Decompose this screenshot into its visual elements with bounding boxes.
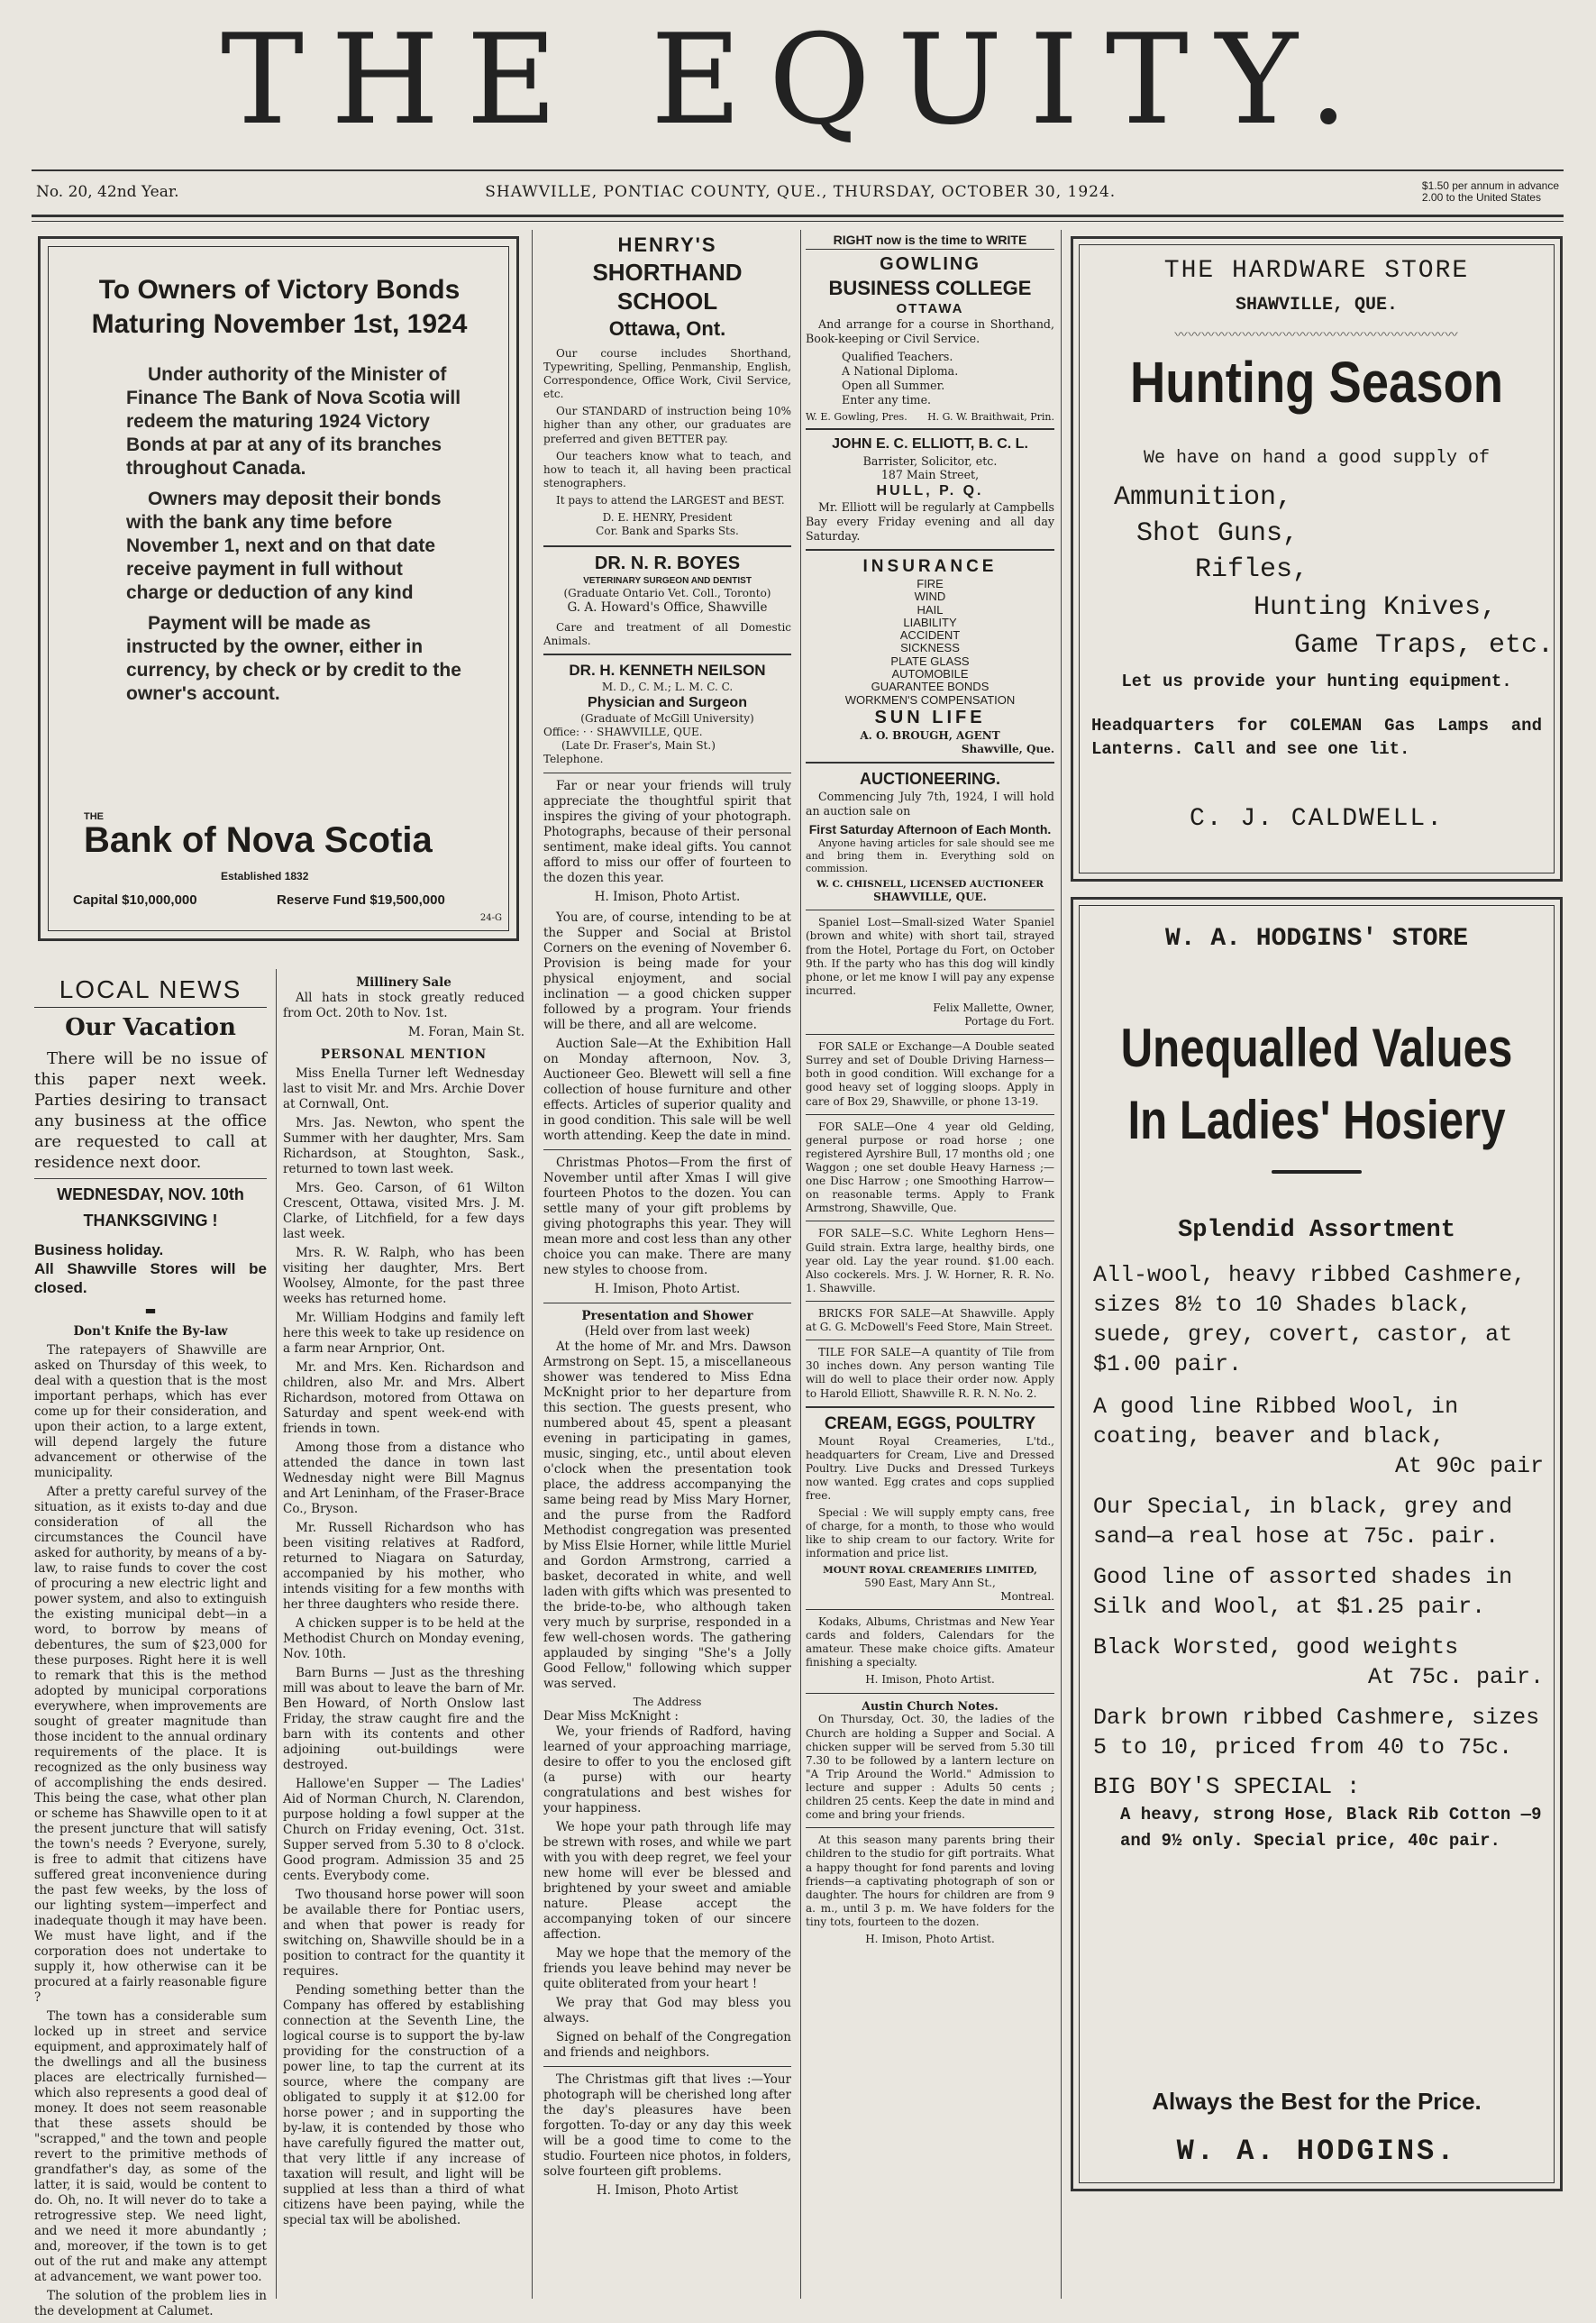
neilson-late: (Late Dr. Fraser's, Main St.) (561, 739, 716, 753)
bank-capital: Capital $10,000,000 (73, 892, 197, 908)
millinery-heading: Millinery Sale (356, 975, 451, 990)
auctioneer-town: SHAWVILLE, QUE. (873, 891, 987, 904)
cream-text: Mount Royal Creameries, L'td., headquarters for Cream, Live and Dressed Poultry. Live Ducks and Dressed Turkeys now wanted. Egg crates and cops supplied free. (806, 1434, 1054, 1503)
bank-ad-para: Owners may deposit their bonds with the bank any time before November 1, next and on that date receive payment in full without charge or deduction of any kind (126, 489, 442, 604)
parents-sig: H. Imison, Photo Artist. (865, 1933, 995, 1946)
neilson-office: Office: · · SHAWVILLE, QUE. (543, 726, 703, 739)
henrys-text: Our STANDARD of instruction being 10% higher than any other, our graduates are preferred and given BETTER pay. (543, 405, 791, 445)
subscription-price: $1.50 per annum in advance 2.00 to the United States (1421, 179, 1559, 205)
hunting-item: Game Traps, etc. (1294, 630, 1555, 661)
hardware-ornament: 〰〰〰〰〰〰〰〰〰〰〰〰〰〰〰〰〰〰〰〰〰 (1174, 328, 1459, 343)
gowling-college: BUSINESS COLLEGE (828, 276, 1032, 299)
hosiery-item: Black Worsted, good weights (1093, 1634, 1459, 1660)
imison-photo-text: Far or near your friends will truly appreciate the thoughtful spirit that inspires the giving of your photograph. Photographs, because of their personal sentiment, make ideal gifts. You cannot afford to miss our offer of fourteen to the dozen this year. (543, 778, 791, 885)
for-sale-gelding: FOR SALE—One 4 year old Gelding, general purpose or road horse ; one registered Ayrshire Bull, 17 months old ; one Waggon ; one set double Heavy Harness ;—one Disc Harrow ; one Smoothing Harrow—on reasonable terms. Apply to Frank Armstrong, Shawville, Que. (806, 1120, 1054, 1215)
gowling-city: OTTAWA (896, 300, 964, 316)
bylaw-para: After a pretty careful survey of the situation, as it exists to-day and due consideration of all the circumstances the Council have asked for authority, by means of a by-law, to raise funds to cover the cost of procuring a new electric light and power system, and also to extinguish the existing municipal debt—in a word, to borrow by means of debentures, the sum of $23,000 for these purposes. Right here it is well to remark that this is the method adopted by municipal corporations everywhere, when improvements are sought of greater magnitude than those incident to the annual ordinary requirements of the place. It is recognized as the only business way of accomplishing the ends desired. This being the case, what other plan or scheme has Shawville open to it at the present juncture that will satisfy the town's needs ? Everyone, surely, is free to admit that citizens have suffered great inconvenience during the past few weeks, by the loss of our lighting system—imperfect and inadequate though it may have been. We must have light, and if the corporation does not undertake to supply it, how otherwise can it be procured at a fairly reasonable figure ? (34, 1484, 267, 2005)
stores-closed: All Shawville Stores will be closed. (34, 1259, 267, 1297)
hunting-season-headline: Hunting Season (1129, 350, 1504, 415)
xmas-photos-sig: H. Imison, Photo Artist. (594, 1281, 741, 1296)
bylaw-para: The solution of the problem lies in the development at Calumet. (34, 2288, 267, 2318)
spaniel-owner: Felix Mallette, Owner, (933, 1001, 1054, 1014)
insurance-types (806, 578, 1054, 707)
thanksgiving-date: WEDNESDAY, NOV. 10th (57, 1185, 244, 1204)
henrys-school: SHORTHAND SCHOOL (592, 258, 743, 316)
xmas-gift-notice: The Christmas gift that lives :—Your photograph will be cherished long after the day's pleasures have been forgotten. To-day or any day this week will be a good time to come to the studio. Fourteen nice photos, in folders, solve fourteen gift problems. (543, 2071, 791, 2179)
masthead-rule-bottom (32, 215, 1564, 217)
personal-item: Mr. William Hodgins and family left here this week to take up residence on a farm near Arnprior, Ont. (283, 1311, 524, 1356)
auctioneering-text: Commencing July 7th, 1924, I will hold an auction sale on (806, 790, 1054, 818)
bylaw-para: The ratepayers of Shawville are asked on Thursday of this week, to deal with a question that is the most important perhaps, which has ever come up for their consideration, and upon their action, to a large extent, will depend largely the future advancement or otherwise of the municipality. (34, 1342, 267, 1480)
hodgins-headline-2: In Ladies' Hosiery (1127, 1090, 1506, 1150)
boyes-office: G. A. Howard's Office, Shawville (567, 600, 768, 616)
hunting-item: Rifles, (1195, 554, 1309, 585)
hardware-intro: We have on hand a good supply of (1143, 448, 1491, 469)
hodgins-ornament (1272, 1170, 1362, 1174)
gowling-sig2: H. G. W. Braithwait, Prin. (927, 410, 1054, 423)
column-divider (532, 230, 533, 2299)
bank-established: Established 1832 (221, 870, 309, 883)
vacation-notice: There will be no issue of this paper next week. Parties desiring to transact any business at the office are requested to call at residence next door. (34, 1049, 267, 1173)
cream-address: 590 East, Mary Ann St., (864, 1576, 996, 1589)
insurance-agent: A. O. BROUGH, AGENT (860, 729, 1000, 743)
insurance-type: PLATE GLASS (890, 654, 970, 668)
personal-item: Hallowe'en Supper — The Ladies' Aid of Norman Church, N. Clarendon, purpose holding a fowl supper at the Church on Friday evening, Oct. 31st. Supper served from 5.30 to 8 o'clock. Good program. Admission 35 and 25 cents. Everybody come. (283, 1777, 524, 1883)
henrys-city: Ottawa, Ont. (608, 317, 726, 341)
neilson-name: DR. H. KENNETH NEILSON (569, 662, 766, 680)
elliott-title: Barrister, Solicitor, etc. (862, 453, 998, 468)
address-para: We pray that God may bless you always. (543, 1995, 791, 2026)
henrys-sig: D. E. HENRY, President (602, 511, 733, 525)
millinery-signature: M. Foran, Main St. (407, 1025, 524, 1039)
hosiery-item: Our Special, in black, grey and sand—a real hose at 75c. pair. (1093, 1494, 1513, 1550)
hodgins-signature: W. A. HODGINS. (1176, 2135, 1457, 2168)
neilson-title: Physician and Surgeon (588, 694, 747, 710)
thanksgiving-label: THANKSGIVING ! (83, 1211, 218, 1230)
cream-city: Montreal. (1000, 1589, 1054, 1603)
column-divider (800, 230, 801, 2299)
insurance-type: WIND (914, 590, 946, 604)
auctioneering-text2: Anyone having articles for sale should see me and bring them in. Everything sold on commission. (806, 837, 1054, 875)
boyes-care: Care and treatment of all Domestic Animals. (543, 621, 791, 648)
auction-sale-notice: Auction Sale—At the Exhibition Hall on Monday afternoon, Nov. 3, Auctioneer Geo. Blewett will sell a fine collection of house furniture and other effects. Articles of superior quality and in good condition. This sale will be well worth attending. Keep the date in mind. (543, 1036, 791, 1143)
hosiery-item: All-wool, heavy ribbed Cashmere, sizes 8½ to 10 Shades black, suede, grey, covert, castor, at $1.00 pair. (1093, 1262, 1527, 1377)
bank-name-logo: Bank of Nova Scotia (84, 820, 433, 860)
big-boys-special: BIG BOY'S SPECIAL : (1093, 1773, 1361, 1800)
elliott-text: Mr. Elliott will be regularly at Campbells Bay every Friday evening and all day Saturday. (806, 500, 1054, 544)
gowling-line: A National Diploma. (842, 364, 959, 378)
sun-life: SUN LIFE (874, 707, 986, 727)
local-news-column: LOCAL NEWS Our Vacation There will be no issue of this paper next week. Parties desiring to transact any business at the office are requested to call at residence next door. WEDNESDAY, NOV. 10th THANKSGIVING ! Business holiday. All Shawville Stores will be closed. ▬ Don't Knife the By-law The ratepayers of Shawville are asked on Thursday of this week, to deal with a question that is the most important perhaps, which has ever come up for their consideration, and upon their action, to a large extent, will depend largely the future advancement or otherwise of the municipality. After a pretty careful survey of the situation, as it exists to-day and due consideration of all the circumstances the Council have asked for authority, by means of a by-law, to raise funds to cover the cost of procuring a new electric light and power system, and also to extinguish the existing municipal debt—in a word, to borrow by means of debentures, the sum of $23,000 for these purposes. Right here it is well to remark that this is the method adopted by municipal corporations everywhere, when improvements are sought of greater magnitude than those incident to the annual ordinary requirements of the place. It is recognized as the only business way of accomplishing the ends desired. This being the case, what other plan or scheme has Shawville open to it at the present juncture that will satisfy the town's needs ? Everyone, surely, is free to admit that citizens have suffered great inconvenience during the past few weeks, by the loss of our lighting system—imperfect and inadequate though it may have been. We must have light, and if the corporation does not undertake to supply it, how otherwise can it be procured at a fairly reasonable figure ? The town has a considerable sum locked up in street and service equipment, and approximately half of the dwellings and all the business places are electrically furnished—which also represents a good deal of money. It does not seem reasonable that these assets should be "scrapped," and the town and people revert to the primitive methods of grandfather's day, as some of the latter, it is said, would be content to do. Oh, no. It will never do to take a retrogressive step. We need light, and we need it more abundantly ; and, moreover, if the town is to get out of the rut and make any attempt at advancement, we want power too. The solution of the problem lies in the development at Calumet. (34, 975, 267, 2318)
gowling-text: And arrange for a course in Shorthand, Book-keeping or Civil Service. (806, 317, 1054, 346)
cream-special: Special : We will supply empty cans, free of charge, for a month, to those who would like to ship cream to our factory. Write for information and price list. (806, 1506, 1054, 1560)
hunting-item: Hunting Knives, (1254, 592, 1498, 623)
henrys-title: HENRY'S (617, 233, 717, 256)
gowling-name: GOWLING (880, 253, 980, 274)
boyes-grad: (Graduate Ontario Vet. Coll., Toronto) (563, 587, 771, 600)
neilson-degrees: M. D., C. M.; L. M. C. C. (601, 680, 734, 693)
location-date: SHAWVILLE, PONTIAC COUNTY, QUE., THURSDAY, OCTOBER 30, 1924. (485, 183, 1117, 202)
supper-notice: You are, of course, intending to be at the Supper and Social at Bristol Corners on the evening of November 6. Provision is being made for your physical enjoyment, and social inclination — a good chicken supper followed by a program. Your friends will be there, and all are welcome. (543, 910, 791, 1032)
spaniel-town: Portage du Fort. (964, 1015, 1054, 1029)
hosiery-price: At 75c. pair. (1367, 1664, 1544, 1690)
bank-ad-the: THE (84, 811, 104, 822)
gowling-line: Open all Summer. (842, 378, 945, 392)
address-salutation: Dear Miss McKnight : (543, 1708, 679, 1724)
personal-item: Mr. Russell Richardson who has been visiting relatives at Radford, returned to Niagara on Saturday, accompanied by his mother, who intends visiting for a few months with her three daughters who reside there. (283, 1521, 524, 1612)
elliott-name: JOHN E. C. ELLIOTT, B. C. L. (832, 436, 1028, 453)
address-para: May we hope that the memory of the friends you leave behind may never be quite obliterated from your heart ! (543, 1945, 791, 1991)
personal-item: A chicken supper is to be held at the Methodist Church on Monday evening, Nov. 10th. (283, 1616, 524, 1661)
personal-item: Two thousand horse power will soon be available there for Pontiac users, and when that power is ready for switching on, Shawville should be in a position to contract for the quantity it requires. (283, 1888, 524, 1979)
auctioneering-schedule: First Saturday Afternoon of Each Month. (808, 821, 1052, 837)
hodgins-headline-1: Unequalled Values (1120, 1018, 1513, 1078)
column-divider (276, 969, 277, 2299)
insurance-heading: INSURANCE (862, 557, 998, 577)
millinery-text: All hats in stock greatly reduced from Oct. 20th to Nov. 1st. (283, 991, 524, 1020)
personal-column (283, 975, 524, 2232)
personal-item: Mr. and Mrs. Ken. Richardson and children, also Mr. and Mrs. Albert Richardson, motored from Ottawa on Saturday and spent week-end with friends in town. (283, 1360, 524, 1436)
personal-item: Mrs. R. W. Ralph, who has been visiting her daughter, Mrs. Bert Woolsey, Almonte, for the past three weeks has returned home. (283, 1246, 524, 1306)
bank-reserve: Reserve Fund $19,500,000 (277, 892, 445, 908)
insurance-town: Shawville, Que. (961, 743, 1054, 756)
bylaw-para: The town has a considerable sum locked up in street and service equipment, and approximately half of the dwellings and all the business places are electrically furnished—which also represents a good deal of money. It does not seem reasonable that these assets should be "scrapped," and the town and people revert to the primitive methods of grandfather's day, as some of the latter, it is said, would be content to do. Oh, no. It will never do to take a retrogressive step. We need light, and we need it more abundantly ; and, moreover, if the town is to get out of the rut and make any attempt at advancement, we want power too. (34, 2008, 267, 2284)
personal-heading: PERSONAL MENTION (320, 1047, 488, 1062)
hardware-ad (1071, 236, 1563, 882)
hosiery-price: At 90c pair (1394, 1453, 1544, 1479)
hardware-coleman: Headquarters for COLEMAN Gas Lamps and Lanterns. Call and see one lit. (1091, 716, 1542, 759)
insurance-type: ACCIDENT (899, 628, 961, 643)
personal-item: Miss Enella Turner left Wednesday last to visit Mr. and Mrs. Archie Dover at Cornwall, Ont. (283, 1066, 524, 1111)
personal-item: Pending something better than the Company has offered by establishing connection at the Seventh Line, the logical course is to support the by-law providing for the construction of a power line, to tap the current at its source, where the company are obligated to supply it at $12.00 for horse power ; and in supporting the by-law, it is contended by those who have carefully figured the matter out, that very little if any increase of taxation will result, and light will be supplied at less than a third of what citizens have been paying, while the special tax will be abolished. (283, 1983, 524, 2227)
auctioneer-name: W. C. CHISNELL, LICENSED AUCTIONEER (816, 878, 1044, 890)
personal-item: Mrs. Geo. Carson, of 61 Wilton Crescent, Ottawa, visited Mrs. J. M. Clarke, of Litchfield, for a few days last week. (283, 1181, 524, 1241)
gowling-sig1: W. E. Gowling, Pres. (806, 410, 907, 423)
xmas-photos-notice: Christmas Photos—From the first of November until after Xmas I will give fourteen Photos to the dozen. You can settle many of your gift problems by giving photographs this year. They will mean more and cost less than any other choice you can make. There are many new styles to choose from. (543, 1155, 791, 1277)
dateline (36, 180, 1559, 204)
bank-ad-code: 24-G (479, 913, 502, 923)
column-divider (1061, 230, 1062, 2299)
professional-column (543, 233, 791, 2199)
bank-ad-para: Under authority of the Minister of Finance The Bank of Nova Scotia will redeem the maturing 1924 Victory Bonds at par at any of its branches throughout Canada. (126, 364, 461, 480)
parents-notice: At this season many parents bring their children to the studio for gift portraits. What a happy thought for fond parents and loving friends—a captivating photograph of son or daughter. The hours for children are from 9 a. m., until 3 p. m. We have folders for the tiny tots, fourteen to the dozen. (806, 1834, 1054, 1928)
hosiery-item: Dark brown ribbed Cashmere, sizes 5 to 10, priced from 40 to 75c. (1093, 1705, 1540, 1761)
personal-item: Mrs. Jas. Newton, who spent the Summer with her daughter, Mrs. Sam Richardson, at Stoughton, Sask., returned to town last week. (283, 1116, 524, 1176)
big-boys-text: A heavy, strong Hose, Black Rib Cotton —9 and 9½ only. Special price, 40c pair. (1120, 1805, 1542, 1851)
presentation-sub: (Held over from last week) (584, 1323, 751, 1339)
elliott-address: 187 Main Street, (880, 468, 980, 482)
cream-heading: CREAM, EGGS, POULTRY (824, 1413, 1036, 1433)
imison-photo-sig: H. Imison, Photo Artist. (594, 889, 741, 904)
neilson-grad: (Graduate of McGill University) (580, 712, 754, 726)
henrys-text: Our course includes Shorthand, Typewriting, Spelling, Penmanship, English, Correspondence, Office Work, Civil Service, etc. (543, 346, 791, 401)
address-para: Signed on behalf of the Congregation and friends and neighbors. (543, 2029, 791, 2060)
masthead-title: THE EQUITY. (221, 7, 1375, 152)
hardware-owner: C. J. CALDWELL. (1189, 805, 1445, 833)
kodaks-sig: H. Imison, Photo Artist. (865, 1673, 995, 1687)
gowling-line: Enter any time. (842, 392, 932, 407)
masthead-rule-top (32, 169, 1564, 171)
cream-company: MOUNT ROYAL CREAMERIES LIMITED, (823, 1564, 1037, 1576)
business-column (806, 233, 1054, 1946)
personal-item: Barn Burns — Just as the threshing mill was about to leave the barn of Mr. Ben Howard, of North Onslow last Friday, the straw caught fire and the barn with its contents and other adjoining out-buildings were destroyed. (283, 1666, 524, 1772)
hodgins-store-name: W. A. HODGINS' STORE (1164, 925, 1469, 953)
insurance-type: SICKNESS (900, 641, 960, 655)
for-sale-surrey: FOR SALE or Exchange—A Double seated Surrey and set of Double Driving Harness—both in good condition. Will exchange for a good heavy set of logging sloops. Apply in care of Box 29, Shawville, or phone 13-19. (806, 1040, 1054, 1108)
neilson-tel: Telephone. (543, 753, 604, 766)
business-holiday: Business holiday. (34, 1240, 164, 1258)
address-para: We, your friends of Radford, having learned of your approaching marriage, desire to offer to you the enclosed gift (a purse) with our hearty congratulations and best wishes for your happiness. (543, 1724, 791, 1815)
always-best: Always the Best for the Price. (1152, 2088, 1482, 2115)
henrys-text: Our teachers know what to teach, and how to teach it, all having been practical stenographers. (543, 449, 791, 489)
insurance-type: GUARANTEE BONDS (871, 680, 990, 694)
bank-ad-title: To Owners of Victory Bonds (98, 275, 461, 305)
auctioneering-heading: AUCTIONEERING. (859, 770, 1000, 789)
local-news-heading: LOCAL NEWS (34, 974, 267, 1008)
boyes-title: VETERINARY SURGEON AND DENTIST (583, 575, 752, 586)
vacation-heading: Our Vacation (65, 1014, 236, 1042)
splendid-assortment: Splendid Assortment (1178, 1217, 1455, 1244)
insurance-type: FIRE (917, 576, 944, 590)
hunting-item: Shot Guns, (1136, 518, 1300, 549)
insurance-type: AUTOMOBILE (891, 667, 969, 681)
hardware-store-name: THE HARDWARE STORE (1163, 257, 1470, 285)
for-sale-hens: FOR SALE—S.C. White Leghorn Hens—Guild strain. Extra large, healthy birds, one year old. Lay the year round. $1.00 each. Also cockerels. Mrs. J. W. Horner, R. R. No. 1. Shawville. (806, 1227, 1054, 1294)
hunting-item: Ammunition, (1114, 482, 1293, 513)
hosiery-item: A good line Ribbed Wool, in coating, beaver and black, (1093, 1394, 1459, 1450)
bricks-for-sale: BRICKS FOR SALE—At Shawville. Apply at G. G. McDowell's Feed Store, Main Street. (806, 1307, 1054, 1334)
bank-ad (38, 236, 519, 941)
address-heading: The Address (633, 1695, 702, 1708)
presentation-heading: Presentation and Shower (581, 1308, 753, 1323)
elliott-city: HULL, P. Q. (876, 483, 984, 499)
masthead-rule-thin (32, 221, 1564, 222)
gowling-top: RIGHT now is the time to WRITE (806, 233, 1054, 250)
volume-number: No. 20, 42nd Year. (36, 183, 179, 202)
hardware-provide: Let us provide your hunting equipment. (1121, 672, 1512, 691)
hardware-town: SHAWVILLE, QUE. (1235, 295, 1399, 316)
henrys-text: It pays to attend the LARGEST and BEST. (556, 494, 785, 508)
presentation-text: At the home of Mr. and Mrs. Dawson Armstrong on Sept. 15, a miscellaneous shower was tendered to Miss Edna McKnight prior to her departure from this section. The guests present, who numbered about 45, spent a pleasant evening in participating in games, music, singing, etc., until about eleven o'clock when the presentation took place, the address accompanying the same being read by Miss Mary Horner, and the purse from the Radford Methodist congregation was presented by Miss Elsie Horner, while little Muriel and Gordon Armstrong, carried a basket, decorated in white, and well laden with gifts which was presented to the bride-to-be, who although taken very much by surprise, responded in a few well-chosen words. The gathering applauded by singing "She's a Jolly Good Fellow," following which supper was served. (543, 1339, 791, 1691)
austin-text: On Thursday, Oct. 30, the ladies of the Church are holding a Supper and Social. A chicken supper will be served from 5.30 till 7.30 to be followed by a lantern lecture on "A Trip Around the World." Admission to lecture and supper : Adults 50 cents ; children 25 cents. Keep the date in mind and come and bring your friends. (806, 1713, 1054, 1822)
address-para: We hope your path through life may be strewn with roses, and while we part with you with deep regret, we feel your new home will ever be blessed and brightened by your sweet and amiable nature. Please accept the accompanying token of our sincere affection. (543, 1819, 791, 1942)
henrys-address: Cor. Bank and Sparks Sts. (596, 525, 739, 538)
insurance-type: LIABILITY (903, 615, 957, 629)
bank-ad-subtitle: Maturing November 1st, 1924 (91, 308, 468, 339)
hodgins-ad (1071, 897, 1563, 2191)
austin-heading: Austin Church Notes. (862, 1698, 999, 1713)
personal-item: Among those from a distance who attended the dance in town last Wednesday night were Bill Magnus and Art Leninham, of the Fraser-Brace Co., Bryson. (283, 1440, 524, 1516)
boyes-name: DR. N. R. BOYES (594, 553, 741, 574)
spaniel-lost: Spaniel Lost—Small-sized Water Spaniel (brown and white) with short tail, strayed from the Hotel, Portage du Fort, on October 9th. If the party who has this dog will kindly phone, or let me know I will pay any expense incurred. (806, 916, 1054, 997)
insurance-type: WORKMEN'S COMPENSATION (844, 692, 1016, 707)
bylaw-heading: Don't Knife the By-law (73, 1323, 228, 1339)
tile-for-sale: TILE FOR SALE—A quantity of Tile from 30 inches down. Any person wanting Tile will do well to place their order now. Apply to Harold Elliott, Shawville R. R. N. No. 2. (806, 1346, 1054, 1400)
hosiery-item: Good line of assorted shades in Silk and Wool, at $1.25 pair. (1093, 1564, 1513, 1620)
xmas-gift-sig: H. Imison, Photo Artist (596, 2182, 739, 2198)
gowling-line: Qualified Teachers. (842, 350, 953, 364)
bank-ad-para: Payment will be made as instructed by the owner, either in currency, by check or by credit to the owner's account. (126, 613, 461, 705)
insurance-type: HAIL (917, 602, 944, 617)
kodaks-notice: Kodaks, Albums, Christmas and New Year cards and folders, Calendars for the amateur. These make choice gifts. Amateur finishing a specialty. (806, 1615, 1054, 1669)
